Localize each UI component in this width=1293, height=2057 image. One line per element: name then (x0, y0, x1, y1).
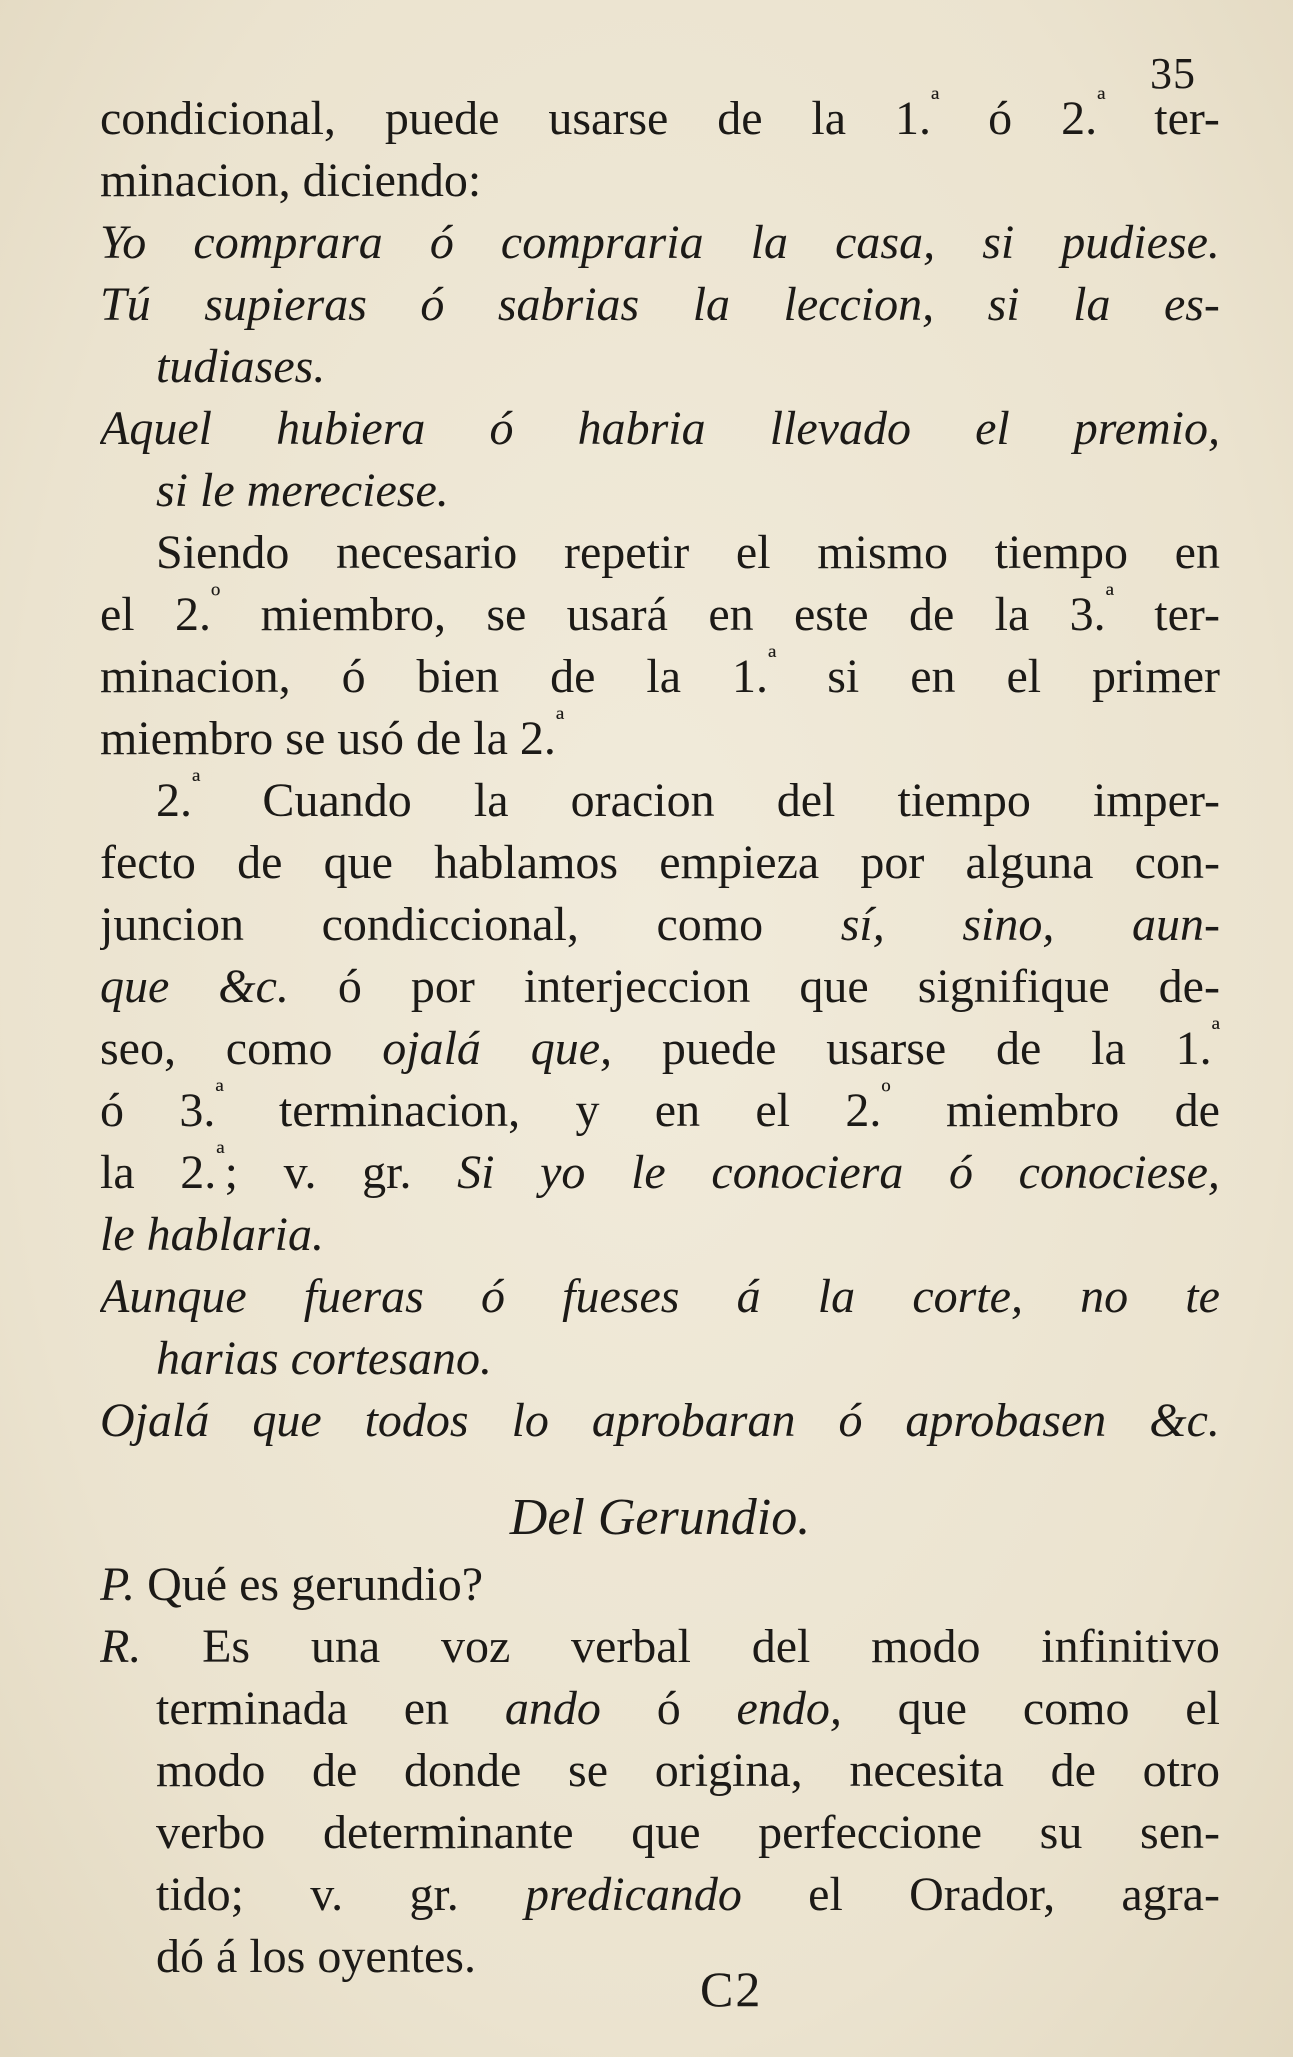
text-line: que &c. ó por interjeccion que signifique de- (100, 960, 1220, 1013)
qa-line: tido; v. gr. predicando el Orador, agra- (156, 1868, 1220, 1921)
question-answer-lines (100, 1554, 1220, 1988)
section-heading: Del Gerundio. (509, 1489, 811, 1546)
text-line: juncion condiccional, como sí, sino, aun- (100, 898, 1220, 951)
body-text (100, 88, 1220, 1988)
qa-line: terminada en ando ó endo, que como el (156, 1682, 1220, 1735)
text-line: tudiases. (156, 340, 326, 393)
text-line: harias cortesano. (156, 1332, 493, 1385)
signature-mark: C2 (700, 1961, 763, 2017)
text-line: Aquel hubiera ó habria llevado el premio, (100, 402, 1220, 455)
qa-line: modo de donde se origina, necesita de otro (156, 1744, 1220, 1797)
qa-line: R. Es una voz verbal del modo infinitivo (100, 1620, 1220, 1673)
text-line: el 2.$^º$ miembro, se usará en este de la 3.$^ª$ ter- (100, 584, 1220, 641)
text-line: la 2.$^ª$; v. gr. Si yo le conociera ó conociese, (100, 1142, 1220, 1199)
spacer (100, 1452, 1220, 1482)
qa-line: dó á los oyentes. (156, 1930, 476, 1983)
text-line: Yo comprara ó compraria la casa, si pudiese. (100, 216, 1220, 269)
text-line: Ojalá que todos lo aprobaran ó aprobasen &c. (100, 1394, 1220, 1447)
text-line: ó 3.$^ª$ terminacion, y en el 2.$^º$ miembro de (100, 1080, 1220, 1137)
text-line: condicional, puede usarse de la 1.$^ª$ ó 2.$^ª$ ter- (100, 88, 1220, 145)
text-line: minacion, ó bien de la 1.$^ª$ si en el primer (100, 646, 1220, 703)
text-line: fecto de que hablamos empieza por alguna con- (100, 836, 1220, 889)
text-line: 2.$^ª$ Cuando la oracion del tiempo imper- (156, 770, 1220, 827)
text-line: seo, como ojalá que, puede usarse de la 1.$^ª$ (100, 1018, 1220, 1075)
text-line: miembro se usó de la 2.$^ª$ (100, 708, 565, 765)
page-number: 35 (1150, 49, 1196, 98)
text-line: Aunque fueras ó fueses á la corte, no te (100, 1270, 1220, 1323)
text-line: si le mereciese. (156, 464, 449, 517)
text-line: Siendo necesario repetir el mismo tiempo en (156, 526, 1220, 579)
text-line: minacion, diciendo: (100, 154, 482, 207)
text-line: le hablaria. (100, 1208, 324, 1261)
text-line: Tú supieras ó sabrias la leccion, si la es- (100, 278, 1220, 331)
paragraph-lines (100, 88, 1220, 1452)
qa-line: verbo determinante que perfeccione su sen- (156, 1806, 1220, 1859)
qa-line: P. Qué es gerundio? (100, 1558, 484, 1611)
